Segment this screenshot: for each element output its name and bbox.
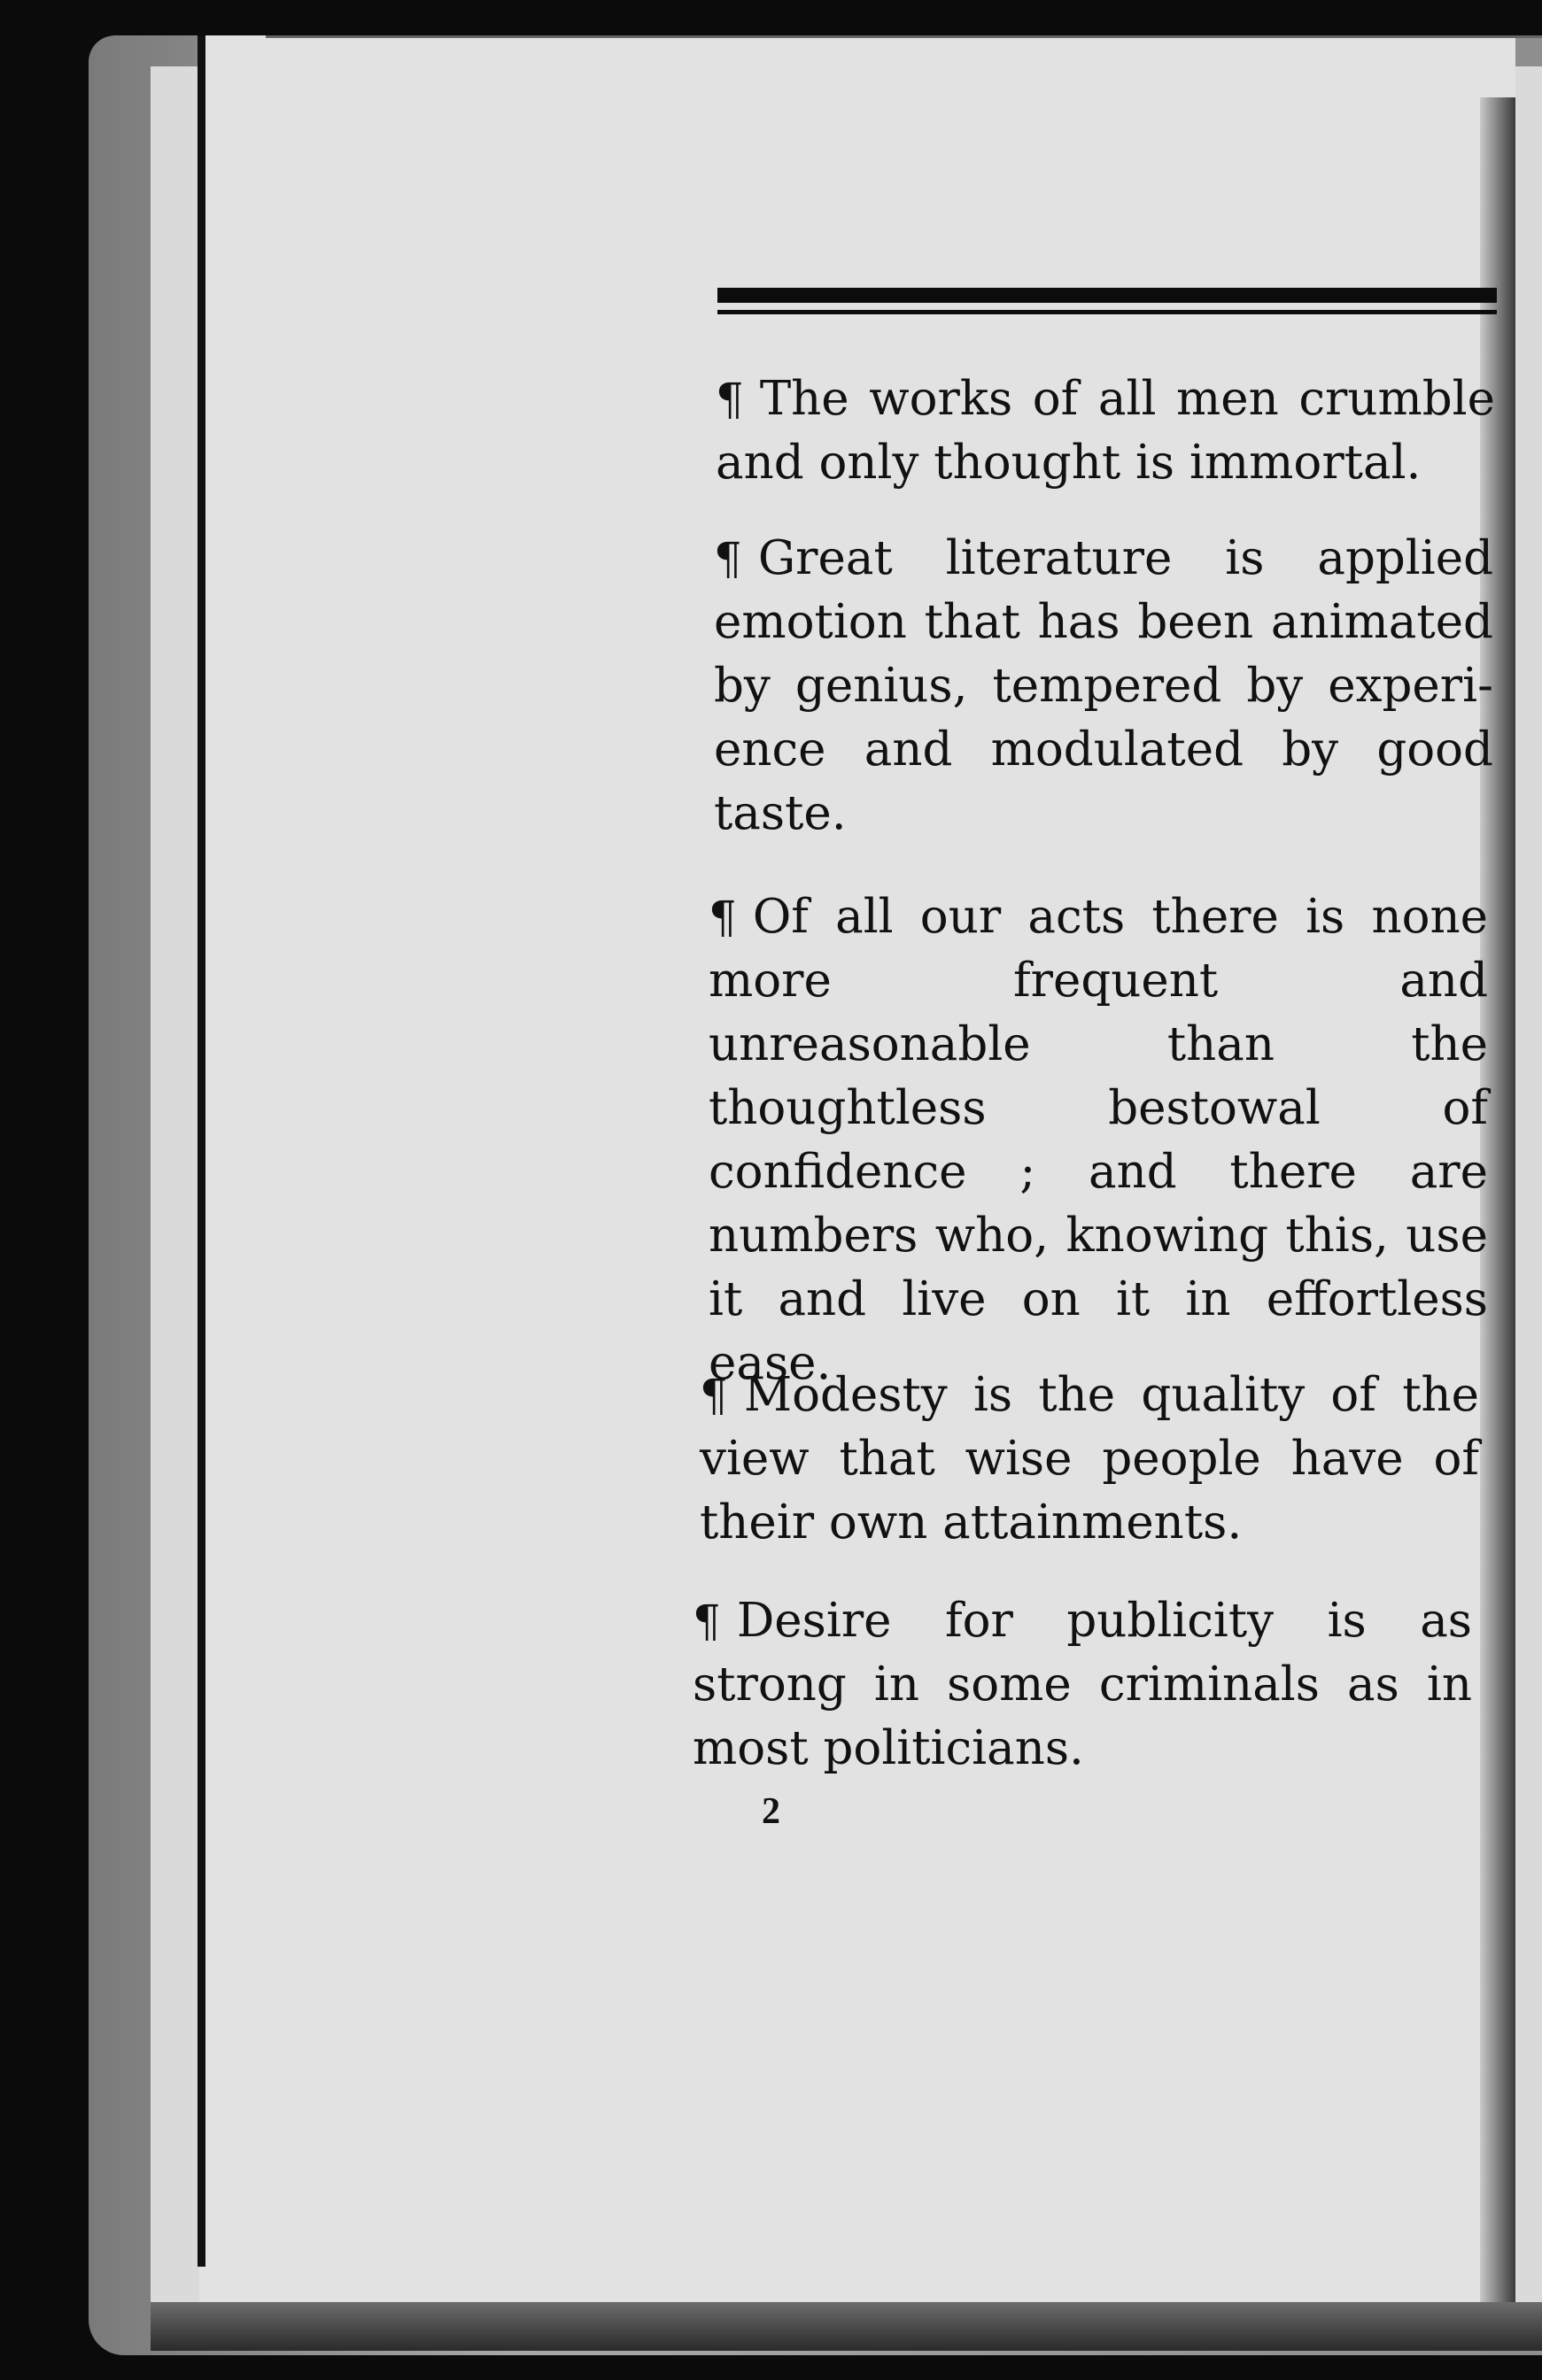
paragraph-text: Great literature is applied emotion that has been animated by genius, tempered by experi-ence and modulated by good taste.	[714, 531, 1493, 840]
page-bottom-edge	[151, 2302, 1542, 2351]
pilcrow-icon: ¶	[716, 374, 744, 425]
paragraph-2	[714, 527, 1493, 846]
paragraph-text: Desire for publicity is as strong in some criminals as in most politicians.	[693, 1594, 1472, 1775]
page-number: 2	[762, 1791, 780, 1832]
paragraph-4	[700, 1364, 1479, 1555]
pilcrow-icon: ¶	[709, 892, 737, 943]
paragraph-text: Modesty is the quality of the view that wise people have of their own attainments.	[700, 1368, 1479, 1549]
binding-rule	[198, 35, 205, 2267]
paragraph-3	[709, 885, 1488, 1395]
paragraph-text: The works of all men crumble and only thought is immortal.	[716, 372, 1495, 490]
header-rule-thin	[717, 310, 1497, 314]
pilcrow-icon: ¶	[700, 1370, 728, 1421]
page-top-edge	[266, 35, 1542, 38]
paragraph-text: Of all our acts there is none more frequent and unreasonable than the thoughtless bestowal of confidence ; and there are numbers who, knowing this, use it and live on it in effortless ease.	[709, 890, 1488, 1390]
header-rule-thick	[717, 288, 1497, 303]
paragraph-5	[693, 1589, 1472, 1781]
pilcrow-icon: ¶	[693, 1596, 721, 1647]
paragraph-1	[716, 367, 1495, 495]
pilcrow-icon: ¶	[714, 533, 742, 584]
